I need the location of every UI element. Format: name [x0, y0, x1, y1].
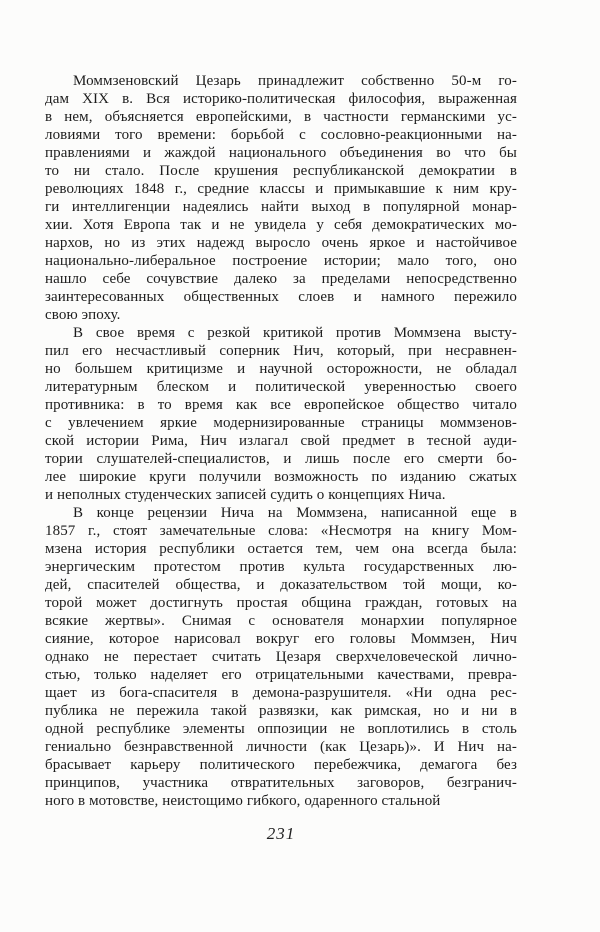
text-line: ловиями того времени: борьбой с сословно-реакционными на-: [45, 127, 517, 143]
text-line: принципов, участника отвратительных заговоров, безгранич-: [45, 775, 517, 791]
text-line: одной республике элементы оппозиции не воплотились в столь: [45, 721, 517, 737]
text-line: ного в мотовстве, неистощимо гибкого, одаренного стальной: [45, 793, 441, 809]
text-line: публика не пережила такой развязки, как римская, но и ни в: [45, 703, 517, 719]
paragraph: [45, 72, 517, 324]
text-line: однако не перестает считать Цезаря сверхчеловеческой лично-: [45, 649, 517, 665]
text-line: мзена история республики остается тем, чем она всегда была:: [45, 541, 517, 557]
text-line: тории слушателей-специалистов, и лишь после его смерти бо-: [45, 451, 517, 467]
text-line: но большем критицизме и научной осторожности, не обладал: [45, 361, 517, 377]
paragraph: [45, 324, 517, 504]
text-line: ги интеллигенции надеялись найти выход в популярной монар-: [45, 199, 517, 215]
page-number: 231: [266, 824, 296, 843]
text-line: дам XIX в. Вся историко-политическая философия, выраженная: [45, 91, 517, 107]
text-line: нашло себе сочувствие далеко за пределами непосредственно: [45, 271, 517, 287]
text-line: правлениями и жаждой национального объединения во что бы: [45, 145, 517, 161]
text-line: в нем, объясняется европейскими, в частности германскими ус-: [45, 109, 517, 125]
text-line: свою эпоху.: [45, 307, 121, 323]
text-line: национально-либеральное построение истории; мало того, оно: [45, 253, 517, 269]
text-line: заинтересованных общественных слоев и намного пережило: [45, 289, 517, 305]
text-block: [45, 72, 517, 810]
text-line: энергическим протестом против культа государственных лю-: [45, 559, 517, 575]
text-line: В свое время с резкой критикой против Моммзена высту-: [73, 325, 517, 341]
text-line: революциях 1848 г., средние классы и примыкавшие к ним кру-: [45, 181, 517, 197]
text-line: ской истории Рима, Нич излагал свой предмет в тесной ауди-: [45, 433, 517, 449]
text-line: дей, спасителей общества, и доказательством той мощи, ко-: [45, 577, 517, 593]
text-line: сияние, которое нарисовал вокруг его головы Моммзен, Нич: [45, 631, 517, 647]
text-line: щает из бога-спасителя в демона-разрушителя. «Ни одна рес-: [45, 685, 517, 701]
text-line: 1857 г., стоят замечательные слова: «Несмотря на книгу Мом-: [45, 523, 517, 539]
text-line: то ни стало. После крушения республиканской демократии в: [45, 163, 517, 179]
text-line: и неполных студенческих записей судить о концепциях Нича.: [45, 487, 446, 503]
text-line: брасывает карьеру политического перебежчика, демагога без: [45, 757, 517, 773]
text-line: всякие жертвы». Снимая с основателя монархии популярное: [45, 613, 517, 629]
text-line: противника: в то время как все европейское общество читало: [45, 397, 517, 413]
text-line: стью, только наделяет его отрицательными качествами, превра-: [45, 667, 517, 683]
text-line: литературным блеском и политической уверенностью своего: [45, 379, 517, 395]
text-line: хии. Хотя Европа так и не увидела у себя демократических мо-: [45, 217, 517, 233]
text-line: пил его несчастливый соперник Нич, который, при несравнен-: [45, 343, 517, 359]
text-line: Моммзеновский Цезарь принадлежит собственно 50-м го-: [73, 73, 517, 89]
text-line: нархов, но из этих надежд выросло очень яркое и настойчивое: [45, 235, 517, 251]
paragraph: [45, 504, 517, 810]
text-line: В конце рецензии Нича на Моммзена, написанной еще в: [73, 505, 517, 521]
text-line: гениально безнравственной личности (как Цезарь)». И Нич на-: [45, 739, 517, 755]
text-line: с увлечением яркие модернизированные страницы моммзенов-: [45, 415, 517, 431]
text-line: лее широкие круги получили возможность по изданию сжатых: [45, 469, 517, 485]
text-line: торой может достигнуть простая община граждан, готовых на: [45, 595, 517, 611]
